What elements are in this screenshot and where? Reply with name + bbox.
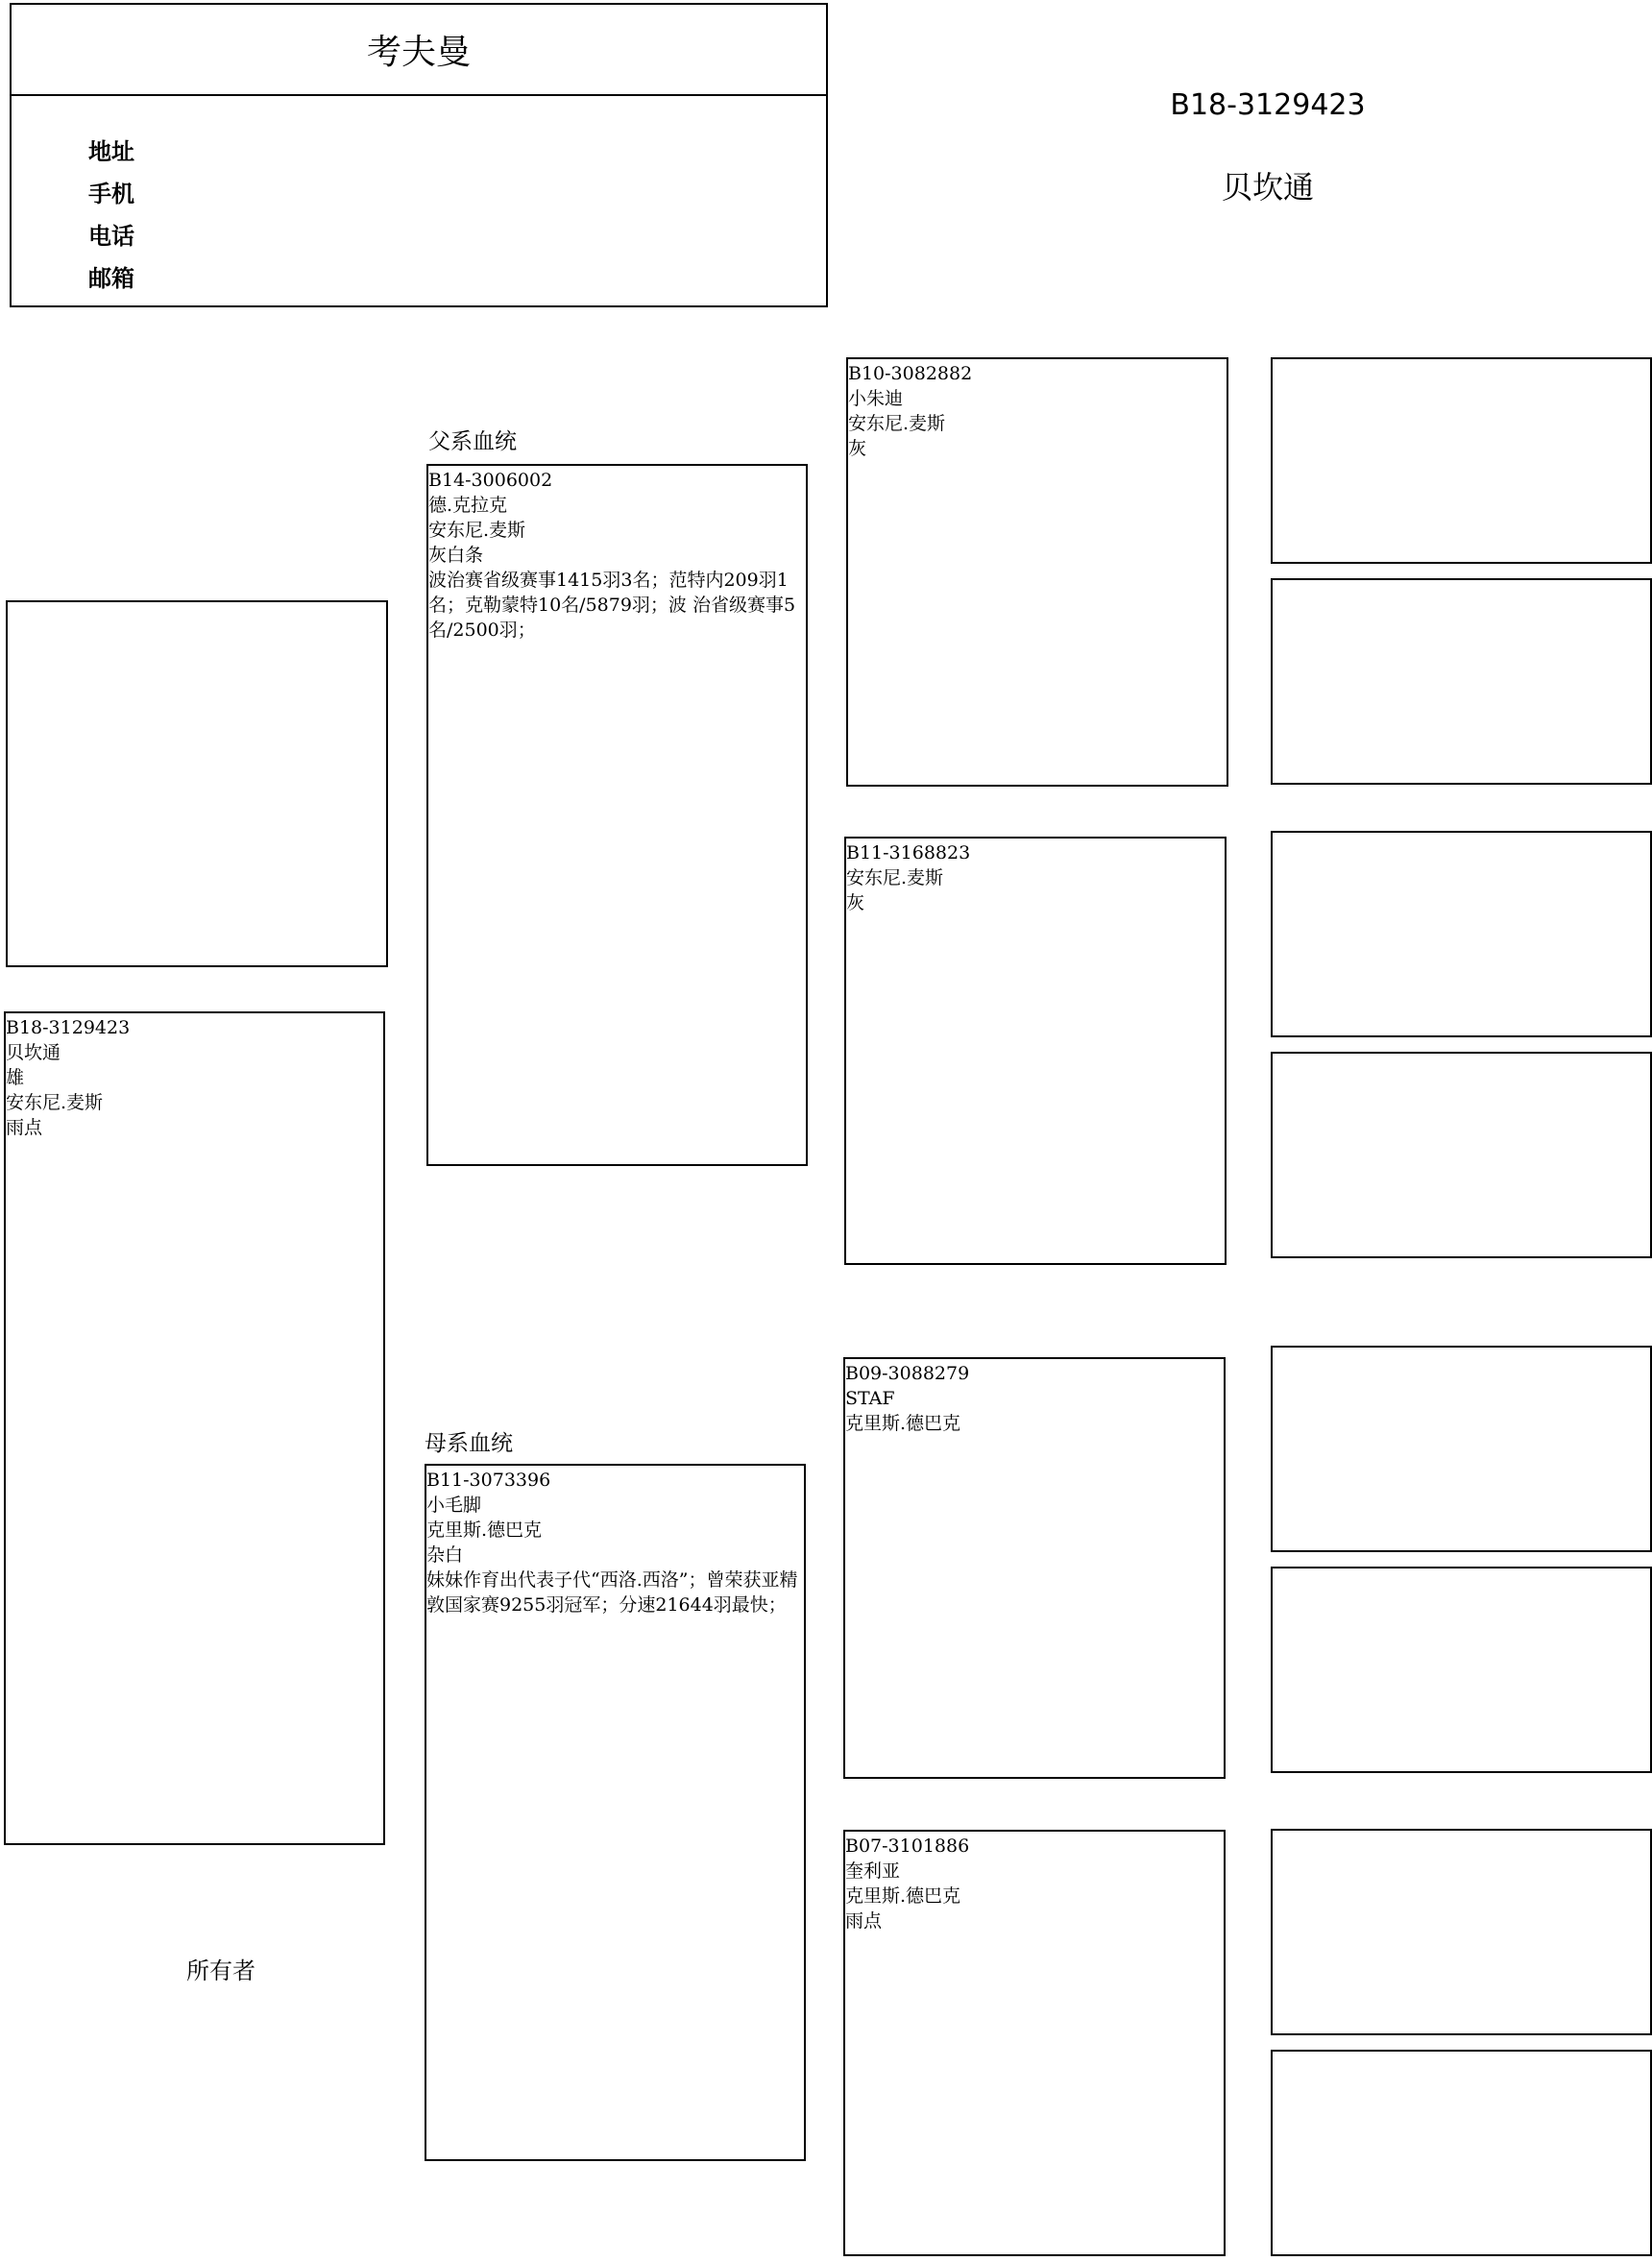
dam-ring: B11-3073396 [426,1470,551,1491]
sire-color: 灰白条 [428,545,484,566]
sire-card [426,464,808,1166]
dam-breeder: 克里斯.德巴克 [426,1519,543,1541]
dam-achievements: 妹妹作育出代表子代“西洛.西洛”；曾荣获亚精敦国家赛9255羽冠军；分速21644羽最快； [426,1569,798,1616]
grandparent-breeder: 克里斯.德巴克 [845,1885,961,1907]
main-color: 雨点 [6,1117,43,1138]
grandparent-info [848,361,1223,461]
grandparent-breeder: 克里斯.德巴克 [845,1413,961,1434]
owner-label: 所有者 [186,1957,255,1984]
great-grandparent-box [1271,357,1652,564]
grandparent-card [843,1830,1226,2256]
great-grandparent-box [1271,831,1652,1037]
page-title: 考夫曼 [12,5,826,96]
dam-name: 小毛脚 [426,1495,482,1516]
main-ring: B18-3129423 [6,1017,131,1038]
sire-section-label: 父系血统 [428,429,517,454]
main-sex: 雄 [6,1067,25,1088]
grandparent-name: 奎利亚 [845,1860,901,1882]
grandparent-breeder: 安东尼.麦斯 [848,413,946,434]
great-grandparent-box [1271,1567,1652,1773]
pigeon-name: 贝坎通 [1221,169,1314,206]
great-grandparent-box [1271,1346,1652,1552]
grandparent-card [843,1357,1226,1779]
sire-name: 德.克拉克 [428,495,508,516]
main-pigeon-info [6,1015,379,1140]
pigeon-ring-number: B18-3129423 [1170,88,1366,122]
grandparent-info [846,840,1221,915]
great-grandparent-box [1271,578,1652,785]
sire-breeder: 安东尼.麦斯 [428,520,526,541]
grandparent-ring: B09-3088279 [845,1363,970,1384]
grandparent-card [844,837,1227,1265]
grandparent-name: STAF [845,1388,895,1409]
contact-labels [88,131,134,300]
mobile-label: 手机 [88,181,134,207]
sire-ring: B14-3006002 [428,470,553,491]
header-box [10,3,828,307]
phone-label: 电话 [88,223,134,250]
dam-color: 杂白 [426,1544,464,1566]
grandparent-info [845,1834,1220,1933]
grandparent-ring: B11-3168823 [846,842,971,863]
grandparent-color: 雨点 [845,1910,883,1932]
grandparent-ring: B10-3082882 [848,363,973,384]
grandparent-card [846,357,1228,787]
grandparent-name: 小朱迪 [848,388,904,409]
sire-achievements: 波治赛省级赛事1415羽3名；范特内209羽1名；克勒蒙特10名/5879羽；波 治省级赛事5名/2500羽； [428,570,796,641]
grandparent-ring: B07-3101886 [845,1836,970,1857]
grandparent-color: 灰 [846,892,865,913]
dam-section-label: 母系血统 [425,1431,513,1456]
great-grandparent-box [1271,2050,1652,2256]
grandparent-breeder: 安东尼.麦斯 [846,867,944,888]
grandparent-info [845,1361,1220,1436]
sire-info [428,468,802,643]
main-pigeon-card [4,1011,385,1845]
dam-info [426,1468,800,1617]
great-grandparent-box [1271,1829,1652,2035]
great-grandparent-box [1271,1052,1652,1258]
address-label: 地址 [88,138,134,165]
main-breeder: 安东尼.麦斯 [6,1092,104,1113]
dam-card [425,1464,806,2161]
email-label: 邮箱 [88,265,134,292]
grandparent-color: 灰 [848,438,867,459]
photo-placeholder [6,600,388,967]
main-name: 贝坎通 [6,1042,61,1063]
